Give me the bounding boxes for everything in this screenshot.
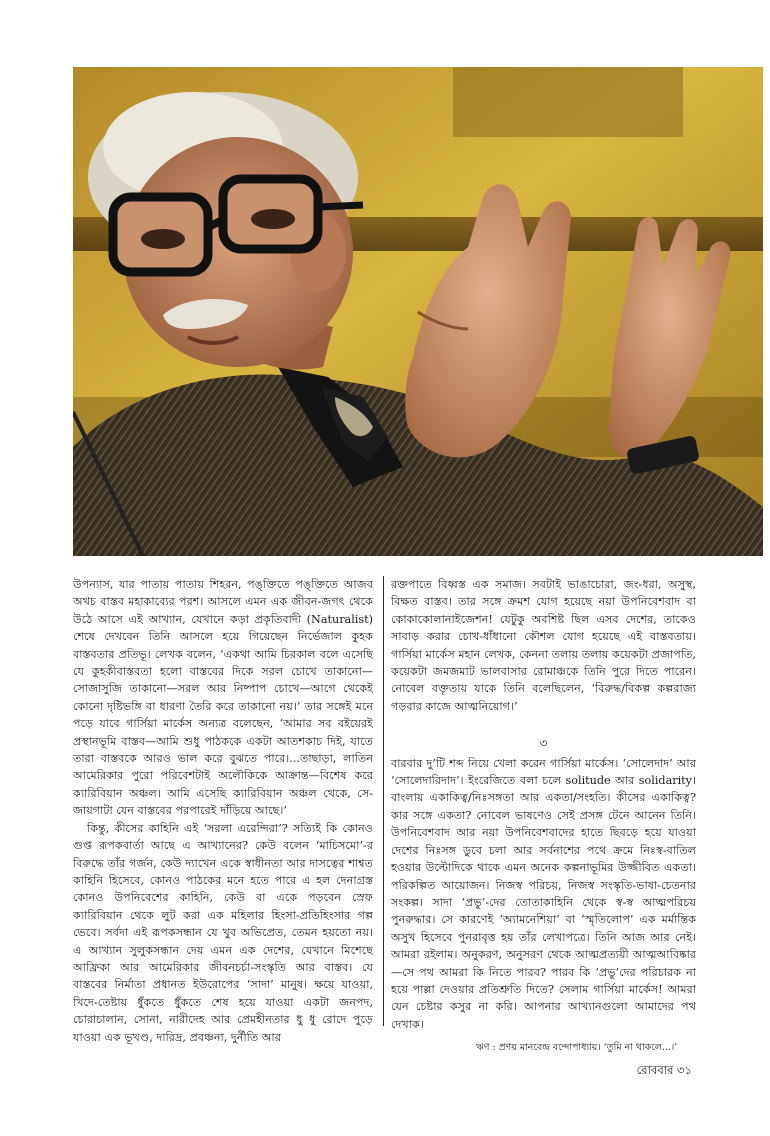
article-paragraph: রক্তপাতে বিধ্বস্ত এক সমাজ। সবটাই ভাঙাচোরা, জং-ধরা, অসুস্থ, বিক্ষত বাস্তব। তার সঙ্গে ক্রমশ যোগ হয়েছে নয়া উপনিবেশবাদ বা কোকাকোলানাইজেশন! যেটুকু অবশিষ্ট ছিল এসব দেশের, তাকেও সাবাড় করার চোখ-ধাঁধানো কৌশল যোগ হয়েছে এই বাস্তবতায়। গার্সিয়া মার্কেস মহান লেখক, কেননা তলায় তলায় কয়েকটা প্রজাপতি, কয়েকটা জমজমাট ভালবাসার রোমাঞ্চকে তিনি পুরে দিতে পারেন। নোবেল বক্তৃতায় যাকে তিনি বলেছিলেন, ‘বিরুদ্ধ/বিকল্প কল্পরাজ্য গড়বার কাজে আত্মনিয়োগ।’ <box>391 578 696 713</box>
page-folio: রোববার ৩১ <box>636 1063 692 1077</box>
article-right-column <box>391 576 696 1057</box>
article-paragraph: কিন্তু, কীসের কাহিনি এই ‘সরলা এরেন্দিরা’? সত্যিই কি কোনও গুপ্ত রূপকবার্তা আছে এ আখ্যানের? কেউ বলেন ‘মাচিসমো’-র বিরুদ্ধে তাঁর গর্জন, কেউ দ্যাখেন একে স্বাধীনতা আর দাসত্বের শাশ্বত কাহিনি হিসেবে, কোনও পাঠকের মনে হতে পারে এ হল দেনাগ্রস্ত কোনও উপনিবেশের কাহিনি, কেউ বা একে পড়বেন স্রেফ ক্যারিবিয়ান থেকে লুট করা এক মহিলার হিংসা-প্রতিহিংসার গল্প ভেবে। সর্বদা এই রূপকসন্ধান যে খুব অভিপ্রেত, তেমন হয়তো নয়। এ আখ্যান সুলুকসন্ধান দেয় এমন এক দেশের, যেখানে মিশেছে আফ্রিকা আর আমেরিকার জীবনচর্চা-সংস্কৃতি আর বাস্তব। যে বাস্তবের নির্মাতা প্রধানত ইউরোপের ‘সাদা’ মানুষ। ক্ষয়ে যাওয়া, খিদে-তেষ্টায় ধুঁকতে ধুঁকতে শেষ হয়ে যাওয়া একটা জনপদ, চোরাচালান, সোনা, নারীদেহ আর প্রেমহীনতার ধু ধু রোদে পুড়ে যাওয়া এক ভূখণ্ড, দারিদ্র, প্রবঞ্চনা, দুর্নীতি আর <box>73 821 373 1044</box>
column-divider <box>383 576 384 1026</box>
section-number: ৩ <box>539 736 548 751</box>
credit-line: ঋণ : প্রণয় মানবেন্দ্র বন্দোপাধ্যায়। ‘তুমি না থাকলে...।’ <box>476 1042 678 1054</box>
article-left-column <box>73 576 373 1046</box>
author-photo <box>73 67 763 556</box>
article-paragraph: উপন্যাস, যার পাতায় পাতায় শিহরন, পঙ্‌ক্তিতে পঙ্‌ক্তিতে আজব অথচ বাস্তব মহাকাব্যের পরশ। আসলে এমন এক জীবন-জগৎ থেকে উঠে আসে এই আখ্যান, যেখানে কড়া প্রকৃতিবাদী (Naturalist) শেষে দেখবেন তিনি আসলে হয়ে গিয়েছেন নির্ভেজাল কুহক বাস্তবতার প্রতিভূ। লেখক বলেন, ‘একথা আমি চিরকাল বলে এসেছি যে কুহকীবাস্তবতা হলো বাস্তবের দিকে সরল চোখে তাকানো—সোজাসুজি তাকানো—সরল আর নিষ্পাপ চোখে—আগে থেকেই কোনো দৃষ্টিভঙ্গি বা ধারণা তৈরি করে তাকানো নয়।’ তার সঙ্গেই মনে পড়ে যাবে গার্সিয়া মার্কেস অন্যত্র বলেছেন, ‘আমার সব বইয়েরই প্রস্থানভূমি বাস্তব—আমি শুধু পাঠককে একটা আতশকাচ দিই, যাতে তারা বাস্তবকে আরও ভাল করে বুঝতে পারে।...তাছাড়া, লাতিন আমেরিকার পুরো পরিবেশটাই অলৌকিকে আক্রান্ত—বিশেষ করে ক্যারিবিয়ান অঞ্চল। আমি এসেছি ক্যারিবিয়ান অঞ্চল থেকে, সে-জায়গাটা যেন বাস্তবের পরপারেই দাঁড়িয়ে আছে।’ <box>73 578 373 818</box>
article-paragraph: বারবার দু’টি শব্দ নিয়ে খেলা করেন গার্সিয়া মার্কেস। ‘সোলেদাদ’ আর ‘সোলেদারিদাদ’। ইংরেজিতে বলা চলে solitude আর solidarity। বাংলায় একাকিত্ব/নিঃসঙ্গতা আর একতা/সংহতি। কীসের একাকিত্ব? কার সঙ্গে একতা? নোবেল ভাষণেও সেই প্রসঙ্গ টেনে আনেন তিনি। উপনিবেশবাদ আর নয়া উপনিবেশবাদের হাতে ছিবড়ে হয়ে যাওয়া দেশের নিঃসঙ্গ ডুবে চলা আর সর্বনাশের পথে ক্রমে নিঃস্ব-বাতিল হওয়ার উল্টোদিকে থাকে এমন অনেক কল্পনাভূমির উজ্জীবিত একতা। পরিকল্পিত আয়োজন। নিজস্ব পরিচয়, নিজস্ব সংস্কৃতি-ভাষা-চেতনার সংকল্প। সাদা ‘প্রভু’-দের তোতাকাহিনি থেকে স্ব-স্ব আত্মপরিচয় পুনরুদ্ধার। সে কারণেই ‘অ্যামনেশিয়া’ বা ‘স্মৃতিলোপ’ এক মর্মান্তিক অসুখ হিসেবে পুনরাবৃত্ত হয় তাঁর লেখাপত্রে। তিনি আজ আর নেই। আমরা রইলাম। অনুকরণ, অনুসরণ থেকে আত্মপ্রত্যয়ী আত্মআবিষ্কার—সে পথ আমরা কি নিতে পারব? পারব কি ‘প্রভু’দের পরিচারক না হয়ে পাল্লা দেওয়ার প্রতিশ্রুতি দিতে? সেলাম গার্সিয়া মার্কেস! আমরা যেন চেষ্টার কসুর না করি। আপনার আখ্যানগুলো আমাদের পথ দেখাক। <box>391 756 696 1031</box>
